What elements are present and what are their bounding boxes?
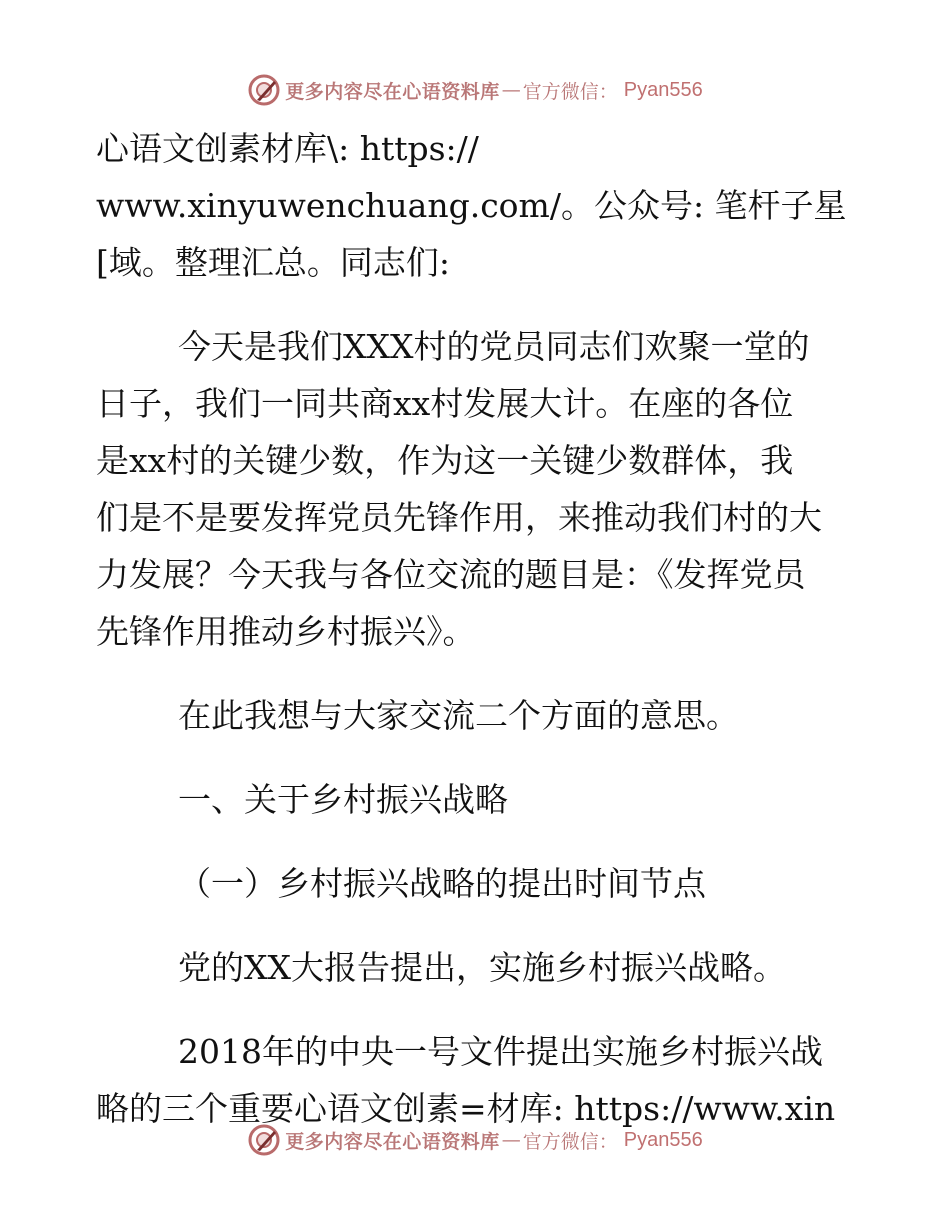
- paragraph-line: 日子，我们一同共商xx村发展大计。在座的各位: [96, 384, 794, 423]
- document-body: [96, 120, 856, 1137]
- banner-colon: ：: [598, 1130, 618, 1153]
- banner-wechat-id: Pyan556: [623, 78, 703, 101]
- banner-label: 官方微信: [522, 80, 599, 103]
- banner-text: 更多内容尽在心语资料库: [285, 80, 500, 103]
- paragraph-line: 在此我想与大家交流二个方面的意思。: [178, 696, 739, 735]
- quill-logo-icon: [247, 73, 281, 107]
- paragraph-line: 略的三个重要心语文创素=材库: https://www.xin: [96, 1089, 836, 1128]
- paragraph-line: 党的XX大报告提出，实施乡村振兴战略。: [178, 948, 786, 987]
- subsection-heading: （一）乡村振兴战略的提出时间节点: [178, 864, 706, 903]
- header-banner: [0, 70, 950, 110]
- paragraph-line: 2018年的中央一号文件提出实施乡村振兴战: [178, 1032, 823, 1071]
- footer-banner: [0, 1120, 950, 1160]
- banner-wechat-id: Pyan556: [623, 1128, 703, 1151]
- paragraph-line: 们是不是要发挥党员先锋作用，来推动我们村的大: [96, 498, 822, 537]
- paragraph-line: 力发展？今天我与各位交流的题目是：《发挥党员: [96, 555, 806, 594]
- paragraph-line: 今天是我们XXX村的党员同志们欢聚一堂的: [178, 327, 810, 366]
- text-line: www.xinyuwenchuang.com/。公众号: 笔杆子星: [96, 186, 847, 225]
- text-line: [域。整理汇总。同志们:: [96, 243, 450, 282]
- banner-dash: —: [501, 1129, 521, 1151]
- section-heading: 一、关于乡村振兴战略: [178, 780, 508, 819]
- paragraph-line: 是xx村的关键少数，作为这一关键少数群体，我: [96, 441, 794, 480]
- banner-label: 官方微信: [522, 1130, 599, 1153]
- paragraph-line: 先锋作用推动乡村振兴》。: [96, 612, 476, 651]
- quill-logo-icon: [247, 1123, 281, 1157]
- banner-colon: ：: [598, 80, 618, 103]
- banner-dash: —: [501, 79, 521, 101]
- banner-text: 更多内容尽在心语资料库: [285, 1130, 500, 1153]
- text-line: 心语文创素材库\: https://: [96, 129, 479, 168]
